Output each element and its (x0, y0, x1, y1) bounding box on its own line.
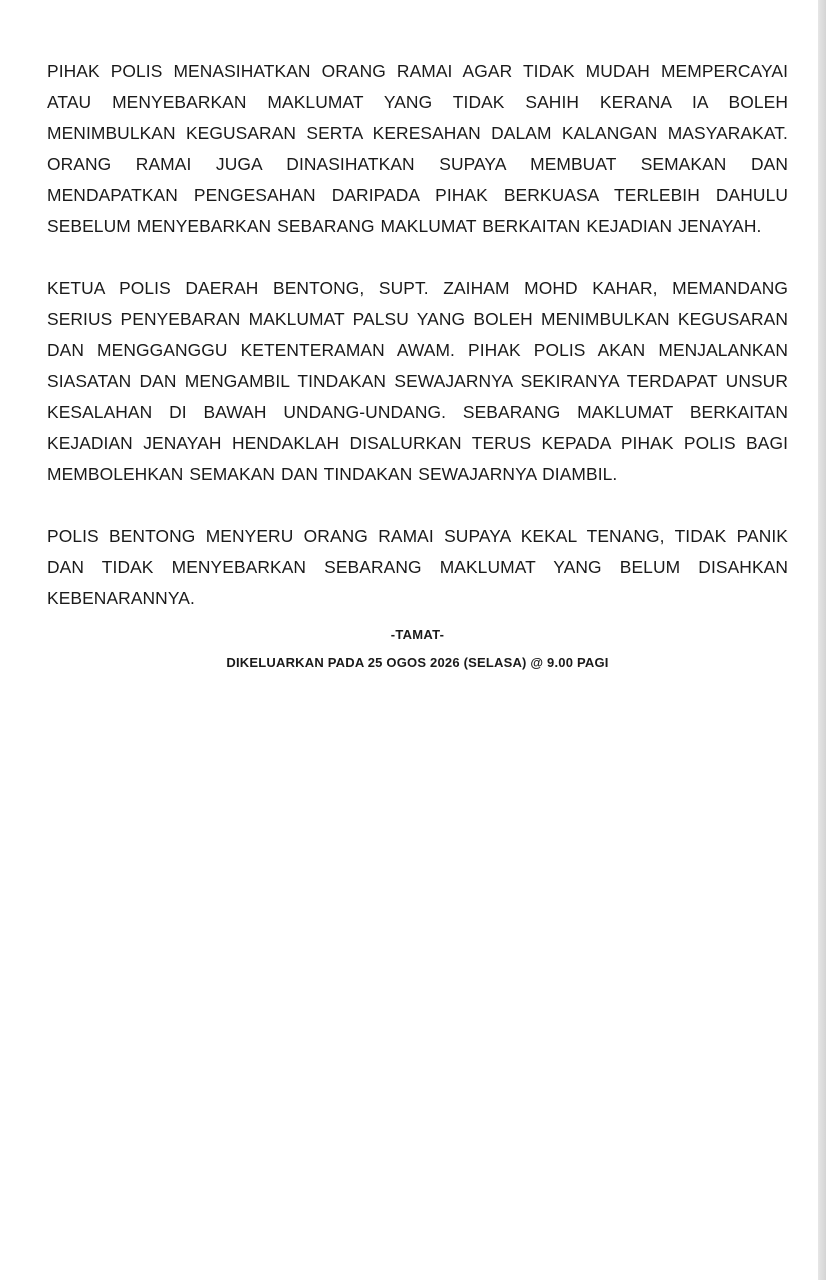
end-marker: -TAMAT- (390, 627, 445, 642)
page-edge-shadow (818, 0, 826, 1280)
paragraph-advice: PIHAK POLIS MENASIHATKAN ORANG RAMAI AGAR TIDAK MUDAH MEMPERCAYAI ATAU MENYEBARKAN MAKLUMAT YANG TIDAK SAHIH KERANA IA BOLEH MENIMBULKAN KEGUSARAN SERTA KERESAHAN DALAM KALANGAN MASYARAKAT. ORANG RAMAI JUGA DINASIHATKAN SUPAYA MEMBUAT SEMAKAN DAN MENDAPATKAN PENGESAHAN DARIPADA PIHAK BERKUASA TERLEBIH DAHULU SEBELUM MENYEBARKAN SEBARANG MAKLUMAT BERKAITAN KEJADIAN JENAYAH. (47, 61, 788, 236)
issued-date-line: DIKELUARKAN PADA 25 OGOS 2026 (SELASA) @ 9.00 PAGI (226, 655, 609, 670)
paragraph-police-chief-statement: KETUA POLIS DAERAH BENTONG, SUPT. ZAIHAM MOHD KAHAR, MEMANDANG SERIUS PENYEBARAN MAKLUMAT PALSU YANG BOLEH MENIMBULKAN KEGUSARAN DAN MENGGANGGU KETENTERAMAN AWAM. PIHAK POLIS AKAN MENJALANKAN SIASATAN DAN MENGAMBIL TINDAKAN SEWAJARNYA SEKIRANYA TERDAPAT UNSUR KESALAHAN DI BAWAH UNDANG-UNDANG. SEBARANG MAKLUMAT BERKAITAN KEJADIAN JENAYAH HENDAKLAH DISALURKAN TERUS KEPADA PIHAK POLIS BAGI MEMBOLEHKAN SEMAKAN DAN TINDAKAN SEWAJARNYA DIAMBIL. (47, 278, 788, 484)
document-body (47, 56, 788, 673)
paragraph-public-appeal: POLIS BENTONG MENYERU ORANG RAMAI SUPAYA KEKAL TENANG, TIDAK PANIK DAN TIDAK MENYEBARKAN SEBARANG MAKLUMAT YANG BELUM DISAHKAN KEBENARANNYA. (47, 526, 788, 608)
